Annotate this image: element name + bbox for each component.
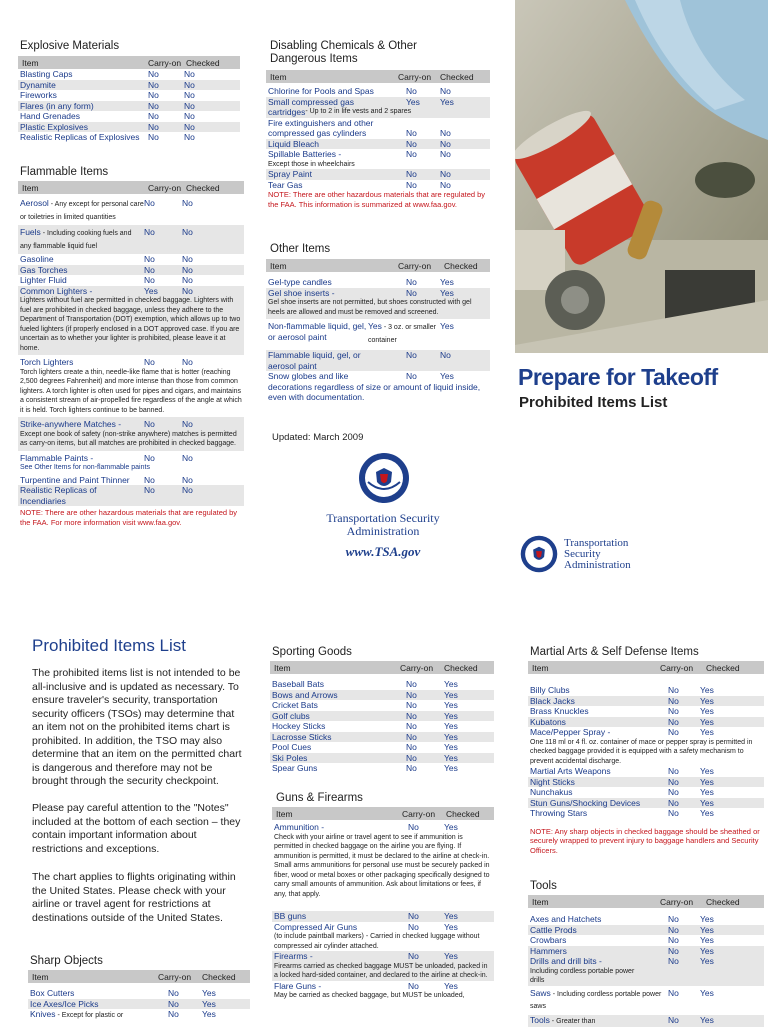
table-header: Item Carry-on Checked bbox=[528, 661, 764, 674]
flammable-paints-row: Flammable Paints - No No See Other Items for non-flammable paints bbox=[18, 451, 244, 475]
table-row: Blasting Caps No No bbox=[18, 69, 240, 80]
table-row: Fire extinguishers and other compressed gas cylinders No No bbox=[266, 118, 490, 139]
table-row: Lacrosse Sticks No Yes bbox=[270, 732, 494, 743]
table-row: Non-flammable liquid, gel, or aerosol paint Yes - 3 oz. or smaller container Yes bbox=[266, 319, 490, 346]
table-row: Snow globes and like No Yes decorations regardless of size or amount of liquid inside, even with documentation. bbox=[266, 371, 490, 403]
table-row: Hand Grenades No No bbox=[18, 111, 240, 122]
table-row: Tools - Greater than No Yes bbox=[528, 1015, 764, 1027]
table-row: Brass Knuckles No Yes bbox=[528, 706, 764, 717]
tsa-url[interactable]: www.TSA.gov bbox=[312, 544, 454, 560]
table-row: Gas Torches No No bbox=[18, 265, 244, 276]
table-row: Crowbars No Yes bbox=[528, 935, 764, 946]
tsa-seal-logo bbox=[358, 452, 410, 504]
table-row: Hammers No Yes bbox=[528, 946, 764, 957]
cover-subtitle: Prohibited Items List bbox=[519, 394, 667, 411]
sporting-table bbox=[270, 661, 494, 774]
table-row: Nunchakus No Yes bbox=[528, 787, 764, 798]
guns-title: Guns & Firearms bbox=[276, 792, 363, 805]
cover-title: Prepare for Takeoff bbox=[518, 364, 718, 391]
tsa-seal-small bbox=[520, 535, 558, 573]
table-row: Tear Gas No No bbox=[266, 180, 490, 191]
table-header: Item Carry-on Checked bbox=[28, 970, 250, 983]
table-row: Aerosol - Any except for personal care or toiletries in limited quantities No No bbox=[18, 194, 244, 225]
table-row: Golf clubs No Yes bbox=[270, 711, 494, 722]
table-header: Item Carry-on Checked bbox=[266, 259, 490, 272]
table-header: Item Carry-on Checked bbox=[272, 807, 494, 820]
table-row: Fuels - Including cooking fuels and any flammable liquid fuel No No bbox=[18, 225, 244, 254]
table-row: Compressed Air Guns No Yes (to include paintball markers) - Carried in checked luggage without compressed air cylinder attached. bbox=[272, 922, 494, 952]
other-title: Other Items bbox=[270, 243, 330, 256]
table-row: Small compressed gas Yes Yes cartridges - Up to 2 in life vests and 2 spares bbox=[266, 97, 490, 118]
sporting-title: Sporting Goods bbox=[272, 646, 352, 659]
table-header: Item Carry-on Checked bbox=[528, 895, 764, 908]
updated-date: Updated: March 2009 bbox=[272, 432, 363, 443]
explosive-title: Explosive Materials bbox=[20, 40, 119, 53]
table-row: Billy Clubs No Yes bbox=[528, 685, 764, 696]
table-row: Flares (in any form) No No bbox=[18, 101, 240, 112]
flammable-red-note: NOTE: There are other hazardous materials that are regulated by the FAA. For more information visit www.faa.gov. bbox=[18, 506, 244, 529]
tsa-name: Transportation Security Administration bbox=[312, 512, 454, 538]
flammable-title: Flammable Items bbox=[20, 166, 108, 179]
cover-photo bbox=[515, 0, 768, 353]
table-row: Lighter Fluid No No bbox=[18, 275, 244, 286]
table-row: Turpentine and Paint Thinner No No bbox=[18, 475, 244, 486]
flammable-table bbox=[18, 181, 244, 529]
guns-table bbox=[272, 807, 494, 1001]
torch-lighters-row: Torch Lighters No No Torch lighters create a thin, needle-like flame that is hotter (reaching 2,500 degrees Fahrenheit) and more intense than those from common lighters. A torch lighter is often used for pipes and cigars, and maintains a consistent stream of air-propelled fire regardless of the angle at which it is held. Torch lighters continue to be banned. bbox=[18, 355, 244, 417]
table-row: Stun Guns/Shocking Devices No Yes bbox=[528, 798, 764, 809]
table-row: Liquid Bleach No No bbox=[266, 139, 490, 150]
table-row: Flammable liquid, gel, or aerosol paint No No bbox=[266, 350, 490, 371]
common-lighters-row: Common Lighters - Yes No Lighters without fuel are permitted in checked baggage. Lighters with fuel are prohibited in checked baggage, unless they adhere to the Department of Transportation (DOT) exemption, which allows up to two fueled lighters (if properly enclosed in a DOT approved case. If you are uncertain as to whether your lighter is prohibited, please leave it at home. bbox=[18, 286, 244, 356]
table-row: Gel shoe inserts - No Yes Gel shoe inserts are not permitted, but shoes constructed with gel heels are allowed and must be removed and screened. bbox=[266, 288, 490, 320]
mace-note: One 118 ml or 4 fl. oz. container of mace or pepper spray is permitted in checked baggage provided it is equipped with a safety mechanism to prevent accidental discharge. bbox=[528, 738, 764, 767]
table-row: Realistic Replicas of Explosives No No bbox=[18, 132, 240, 143]
table-row: Spillable Batteries - No No Except those in wheelchairs bbox=[266, 149, 490, 169]
table-header: Item Carry-on Checked bbox=[270, 661, 494, 674]
ammunition-row: Ammunition - No Yes Check with your airline or travel agent to see if ammunition is permitted in checked baggage on the airline you are flying. If ammunition is permitted, it must be declared to the airline at check-in. Small arms ammunitions for personal use must be securely packed in fiber, wood or metal boxes or other packaging specifically designed to carry small amounts of ammunition. Ask about limitations or fees, if any, that apply. bbox=[272, 820, 494, 901]
tools-title: Tools bbox=[530, 880, 557, 893]
other-table bbox=[266, 259, 490, 403]
table-row: Gel-type candles No Yes bbox=[266, 272, 490, 288]
table-row: Chlorine for Pools and Spas No No bbox=[266, 83, 490, 97]
table-row: Cattle Prods No Yes bbox=[528, 925, 764, 936]
table-row: Flare Guns - No Yes May be carried as checked baggage, but MUST be unloaded, bbox=[272, 981, 494, 1001]
table-row: Ice Axes/Ice Picks No Yes bbox=[28, 999, 250, 1010]
table-row: Spray Paint No No bbox=[266, 169, 490, 180]
disabling-title: Disabling Chemicals & Other Dangerous Items bbox=[270, 40, 470, 66]
strike-matches-row: Strike-anywhere Matches - No No Except one book of safety (non-strike anywhere) matches is permitted as carry-on items, but all matches are prohibited in checked baggage. bbox=[18, 417, 244, 451]
explosive-table bbox=[18, 56, 240, 143]
table-row: Bows and Arrows No Yes bbox=[270, 690, 494, 701]
table-row: Realistic Replicas of Incendiaries No No bbox=[18, 485, 244, 506]
table-row: Throwing Stars No Yes bbox=[528, 808, 764, 819]
table-row: Spear Guns No Yes bbox=[270, 763, 494, 774]
intro-paragraph-3: The chart applies to flights originating within the United States. Please check with your airline or travel agent for restrictions at destinations outside of the United States. bbox=[32, 871, 247, 925]
disabling-table bbox=[266, 70, 490, 209]
martial-title: Martial Arts & Self Defense Items bbox=[530, 646, 699, 659]
table-row: Night Sticks No Yes bbox=[528, 777, 764, 788]
table-row: Pool Cues No Yes bbox=[270, 742, 494, 753]
table-row: Drills and drill bits - No Yes Including cordless portable power drills bbox=[528, 956, 764, 986]
table-row: Black Jacks No Yes bbox=[528, 696, 764, 707]
table-row: Baseball Bats No Yes bbox=[270, 679, 494, 690]
table-row: Box Cutters No Yes bbox=[28, 988, 250, 999]
intro-paragraph-1: The prohibited items list is not intended to be all-inclusive and is updated as necessary. To ensure traveler's security, transportation security officers (TSOs) may determine that an item not on the prohibited items chart is prohibited. In addition, the TSO may also determine that an item on the permitted chart is dangerous and therefore may not be brought through the security checkpoint. bbox=[32, 667, 247, 789]
table-row: Gasoline No No bbox=[18, 254, 244, 265]
table-row: Plastic Explosives No No bbox=[18, 122, 240, 133]
tsa-cover-name: Transportation Security Administration bbox=[564, 538, 631, 571]
martial-red-note: NOTE: Any sharp objects in checked baggage should be sheathed or securely wrapped to prevent injury to baggage handlers and Security Officers. bbox=[528, 819, 764, 856]
table-row: Mace/Pepper Spray - No Yes bbox=[528, 727, 764, 738]
martial-table bbox=[528, 661, 764, 855]
table-row: Knives - Except for plastic or No Yes bbox=[28, 1009, 250, 1022]
table-row: Saws - Including cordless portable power saws No Yes bbox=[528, 986, 764, 1015]
table-header: Item Carry-on Checked bbox=[18, 181, 244, 194]
intro-title: Prohibited Items List bbox=[32, 636, 186, 656]
tools-table bbox=[528, 895, 764, 1027]
table-row: Dynamite No No bbox=[18, 80, 240, 91]
table-header: Item Carry-on Checked bbox=[266, 70, 490, 83]
table-row: Kubatons No Yes bbox=[528, 717, 764, 728]
table-row: Fireworks No No bbox=[18, 90, 240, 101]
disabling-red-note: NOTE: There are other hazardous materials that are regulated by the FAA. This information is summarized at www.faa.gov. bbox=[266, 190, 490, 209]
intro-paragraph-2: Please pay careful attention to the "Notes" included at the bottom of each section – they contain important information about restrictions and exceptions. bbox=[32, 802, 247, 856]
table-row: Firearms - No Yes Firearms carried as checked baggage MUST be unloaded, packed in a locked hard-sided container, and declared to the airline at check-in. bbox=[272, 951, 494, 981]
table-row: Axes and Hatchets No Yes bbox=[528, 914, 764, 925]
table-row: Hockey Sticks No Yes bbox=[270, 721, 494, 732]
table-row: Cricket Bats No Yes bbox=[270, 700, 494, 711]
sharp-table bbox=[28, 970, 250, 1022]
sharp-title: Sharp Objects bbox=[30, 955, 103, 968]
table-row: BB guns No Yes bbox=[272, 911, 494, 922]
table-row: Ski Poles No Yes bbox=[270, 753, 494, 764]
table-row: Martial Arts Weapons No Yes bbox=[528, 766, 764, 777]
table-header: Item Carry-on Checked bbox=[18, 56, 240, 69]
